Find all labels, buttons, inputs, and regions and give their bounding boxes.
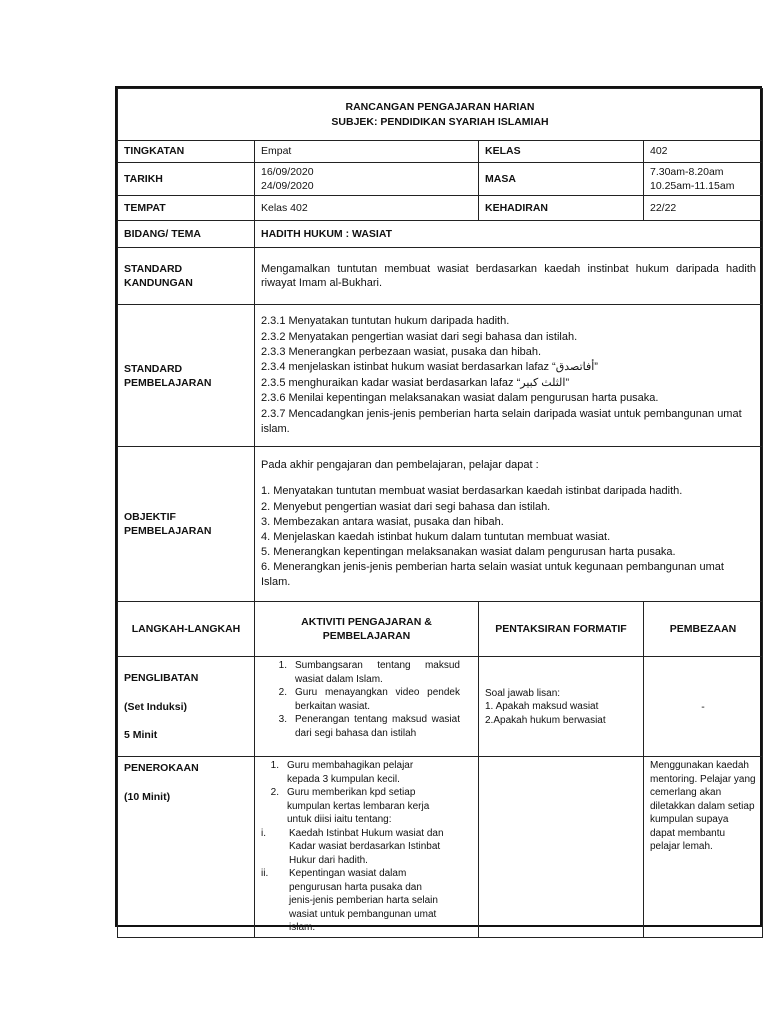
standard-kandungan-label-2: KANDUNGAN (124, 277, 193, 290)
list-item-number: 1. (278, 660, 287, 672)
masa-time-2: 10.25am-11.15am (650, 180, 735, 193)
masa-label: MASA (479, 163, 644, 196)
tempat-value: Kelas 402 (255, 196, 479, 221)
sp-item: 2.3.7 Mencadangkan jenis-jenis pemberian harta selain daripada wasiat untuk pembangunan umat islam. (261, 407, 742, 436)
penerokaan-pembezaan: Menggunakan kaedah mentoring. Pelajar yang cemerlang akan diletakkan dalam setiap kumpulan supaya dapat membantu pelajar lemah. (644, 757, 763, 938)
masa-time-1: 7.30am-8.20am (650, 166, 724, 178)
list-item-text: Kepentingan wasiat dalam pengurusan harta pusaka dan jenis-jenis pemberian harta selain wasiat untuk pembangunan umat islam. (289, 868, 438, 934)
bidang-label: BIDANG/ TEMA (118, 221, 255, 248)
objektif-item: 6. Menerangkan jenis-jenis pemberian harta selain wasiat untuk kegunaan pembangunan umat Islam. (261, 561, 724, 589)
document-title: RANCANGAN PENGAJARAN HARIAN (345, 101, 535, 114)
list-item-number: 3. (278, 714, 287, 726)
standard-pembelajaran-label-2: PEMBELAJARAN (124, 376, 212, 389)
kelas-value: 402 (644, 141, 763, 163)
bidang-value: HADITH HUKUM : WASIAT (255, 221, 763, 248)
sp-item: 2.3.6 Menilai kepentingan melaksanakan wasiat dalam pengurusan harta pusaka. (261, 392, 659, 405)
penerokaan-time: (10 Minit) (124, 790, 171, 803)
sp-item: 2.3.3 Menerangkan perbezaan wasiat, pusaka dan hibah. (261, 346, 542, 359)
objektif-label-1: OBJEKTIF (124, 511, 176, 524)
list-item (261, 686, 460, 713)
penglibatan-sub: (Set Induksi) (124, 700, 188, 713)
list-item-number: i. (261, 827, 266, 839)
list-item-number: 2. (278, 687, 287, 699)
penerokaan-pentaksiran (479, 757, 644, 938)
tempat-label: TEMPAT (118, 196, 255, 221)
column-header-pembezaan: PEMBEZAAN (644, 602, 763, 657)
penglibatan-activities (255, 657, 479, 757)
list-item (261, 759, 448, 786)
list-item-text: Guru menayangkan video pendek berkaitan wasiat. (295, 687, 460, 712)
standard-pembelajaran-label-1: STANDARD (124, 362, 183, 375)
penerokaan-label-cell (118, 757, 255, 938)
list-item (261, 867, 448, 935)
objektif-item: 5. Menerangkan kepentingan melaksanakan wasiat dalam pengurusan harta pusaka. (261, 546, 676, 559)
sp-item: 2.3.2 Menyatakan pengertian wasiat dari segi bahasa dan istilah. (261, 330, 578, 343)
objektif-item: 1. Menyatakan tuntutan membuat wasiat berdasarkan kaedah istinbat daripada hadith. (261, 485, 683, 498)
column-header-aktiviti: AKTIVITI PENGAJARAN & PEMBELAJARAN (255, 602, 479, 657)
tarikh-label: TARIKH (118, 163, 255, 196)
standard-kandungan-text: Mengamalkan tuntutan membuat wasiat berdasarkan kaedah instinbat hukum daripada hadith riwayat Imam al-Bukhari. (255, 248, 763, 305)
penerokaan-label: PENEROKAAN (124, 762, 199, 775)
document-subject: SUBJEK: PENDIDIKAN SYARIAH ISLAMIAH (331, 115, 549, 128)
tarikh-date-1: 16/09/2020 (261, 166, 314, 178)
objektif-item: 2. Menyebut pengertian wasiat dari segi bahasa dan istilah. (261, 500, 551, 513)
tingkatan-label: TINGKATAN (118, 141, 255, 163)
pentaksiran-line: 1. Apakah maksud wasiat (485, 701, 599, 713)
lesson-plan-document (115, 86, 762, 934)
objektif-intro: Pada akhir pengajaran dan pembelajaran, pelajar dapat : (261, 459, 539, 472)
pentaksiran-line: Soal jawab lisan: (485, 687, 561, 699)
list-item-text: Guru membahagikan pelajar kepada 3 kumpulan kecil. (287, 760, 414, 785)
penglibatan-pentaksiran (479, 657, 644, 757)
penerokaan-activities (255, 757, 479, 938)
standard-pembelajaran-list (255, 305, 763, 447)
document-header (118, 89, 763, 141)
objektif-item: 4. Menjelaskan kaedah istinbat hukum dalam tuntutan membuat wasiat. (261, 530, 611, 543)
sp-item: 2.3.5 menghuraikan kadar wasiat berdasarkan lafaz “الثلث كبير” (261, 376, 570, 389)
pentaksiran-line: 2.Apakah hukum berwasiat (485, 714, 606, 726)
list-item (261, 713, 460, 740)
standard-kandungan-label-1: STANDARD (124, 263, 183, 276)
list-item-number: 1. (270, 760, 279, 772)
list-item-text: Guru memberikan kpd setiap kumpulan kertas lembaran kerja untuk diisi iaitu tentang: (287, 787, 430, 826)
penglibatan-pembezaan: - (644, 657, 763, 757)
list-item (261, 827, 448, 868)
tingkatan-value: Empat (255, 141, 479, 163)
objektif-list (255, 447, 763, 602)
objektif-label-2: PEMBELAJARAN (124, 525, 212, 538)
masa-value (644, 163, 763, 196)
penglibatan-label-cell (118, 657, 255, 757)
kelas-label: KELAS (479, 141, 644, 163)
objektif-label (118, 447, 255, 602)
standard-kandungan-label (118, 248, 255, 305)
list-item-text: Penerangan tentang maksud wasiat dari segi bahasa dan istilah (295, 714, 460, 739)
list-item-number: ii. (261, 868, 269, 880)
column-header-pentaksiran: PENTAKSIRAN FORMATIF (479, 602, 644, 657)
objektif-item: 3. Membezakan antara wasiat, pusaka dan hibah. (261, 515, 504, 528)
sp-item: 2.3.4 menjelaskan istinbat hukum wasiat berdasarkan lafaz “أفاتصدق” (261, 361, 598, 374)
list-item (261, 659, 460, 686)
sp-item: 2.3.1 Menyatakan tuntutan hukum daripada hadith. (261, 315, 510, 328)
tarikh-date-2: 24/09/2020 (261, 180, 314, 193)
kehadiran-value: 22/22 (644, 196, 763, 221)
column-header-langkah: LANGKAH-LANGKAH (118, 602, 255, 657)
lesson-plan-table (117, 88, 763, 938)
list-item (261, 786, 448, 827)
list-item-text: Kaedah Istinbat Hukum wasiat dan Kadar wasiat berdasarkan Istinbat Hukur dari hadith. (289, 827, 444, 866)
tarikh-value (255, 163, 479, 196)
penglibatan-label: PENGLIBATAN (124, 672, 199, 685)
list-item-number: 2. (270, 787, 279, 799)
kehadiran-label: KEHADIRAN (479, 196, 644, 221)
standard-pembelajaran-label (118, 305, 255, 447)
list-item-text: Sumbangsaran tentang maksud wasiat dalam Islam. (295, 660, 460, 685)
penglibatan-time: 5 Minit (124, 728, 158, 741)
